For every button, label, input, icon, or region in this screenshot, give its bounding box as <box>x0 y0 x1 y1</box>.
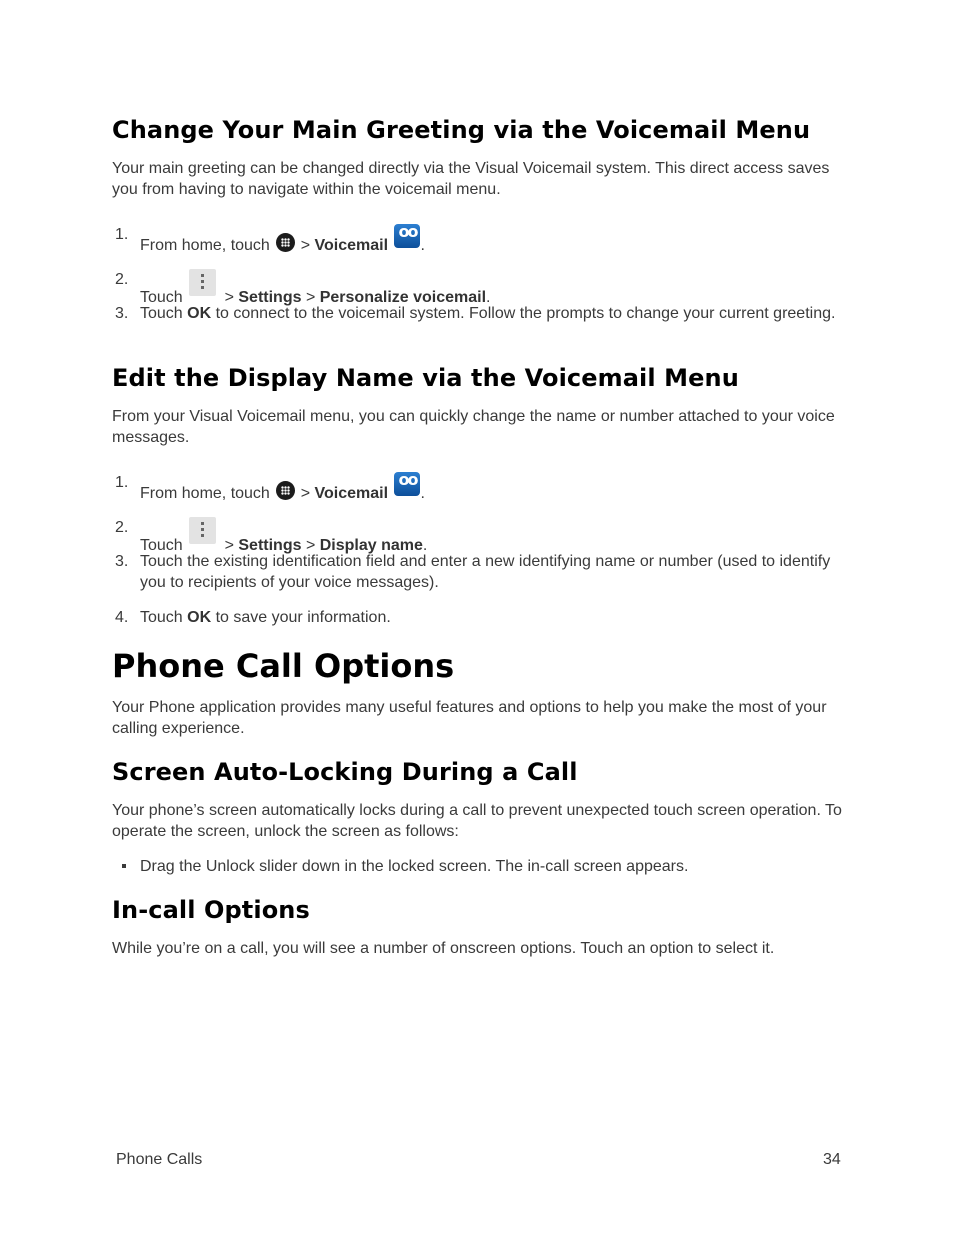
apps-icon <box>276 233 295 252</box>
step-text: Touch <box>140 609 188 626</box>
menu-icon <box>189 269 216 296</box>
step-bold: Personalize voicemail <box>319 289 487 306</box>
step-number: 1. <box>115 226 129 243</box>
step-text: Touch <box>140 537 188 554</box>
footer-page-number: 34 <box>823 1151 841 1168</box>
step-text: > <box>296 485 315 502</box>
step-bold: Settings <box>238 537 302 554</box>
step-bold: Settings <box>238 289 302 306</box>
step-number: 2. <box>115 271 129 288</box>
step-text: Touch the existing identification field and enter a new identifying name or number (used to identify you to recipients of your voice messages). <box>140 553 831 591</box>
section-heading-in-call-options: In-call Options <box>112 896 310 924</box>
step-text: > <box>301 537 320 554</box>
step-number: 2. <box>115 519 129 536</box>
voicemail-icon <box>394 224 420 248</box>
footer-section-name: Phone Calls <box>116 1151 203 1168</box>
step-text: Touch <box>140 289 188 306</box>
section-heading-edit-display-name: Edit the Display Name via the Voicemail Menu <box>112 364 739 392</box>
section-intro: Your main greeting can be changed directly via the Visual Voicemail system. This direct access saves you from having to navigate within the voicemail menu. <box>112 160 830 198</box>
bullet-marker <box>122 864 126 868</box>
step-text: From home, touch <box>140 237 275 254</box>
step-text: to save your information. <box>211 609 391 626</box>
step-text: > <box>296 237 315 254</box>
step-text: From home, touch <box>140 485 275 502</box>
section-intro: Your Phone application provides many useful features and options to help you make the most of your calling experience. <box>112 699 827 737</box>
step-number: 3. <box>115 553 129 570</box>
step-text: > <box>301 289 320 306</box>
section-intro: From your Visual Voicemail menu, you can quickly change the name or number attached to your voice messages. <box>112 408 835 446</box>
bullet-text: Drag the Unlock slider down in the locked screen. The in-call screen appears. <box>140 858 689 875</box>
step-bold: OK <box>187 305 212 322</box>
step-bold: Voicemail <box>314 237 389 254</box>
step-bold: OK <box>187 609 212 626</box>
step-number: 3. <box>115 305 129 322</box>
step-number: 1. <box>115 474 129 491</box>
step-text: > <box>220 537 239 554</box>
menu-icon <box>189 517 216 544</box>
step-text: . <box>420 485 425 502</box>
step-text: . <box>420 237 425 254</box>
page-title: Phone Call Options <box>112 647 455 685</box>
step-bold: Voicemail <box>314 485 389 502</box>
step-text: > <box>220 289 239 306</box>
section-intro: Your phone’s screen automatically locks during a call to prevent unexpected touch screen operation. To operate the screen, unlock the screen as follows: <box>112 802 842 840</box>
step-text: . <box>422 537 428 554</box>
section-intro: While you’re on a call, you will see a number of onscreen options. Touch an option to select it. <box>112 940 775 957</box>
step-text: . <box>486 289 491 306</box>
section-heading-screen-auto-locking: Screen Auto-Locking During a Call <box>112 758 578 786</box>
apps-icon <box>276 481 295 500</box>
voicemail-icon <box>394 472 420 496</box>
step-number: 4. <box>115 609 129 626</box>
step-text: Touch <box>140 305 188 322</box>
section-heading-change-greeting: Change Your Main Greeting via the Voicemail Menu <box>112 116 811 144</box>
step-text: to connect to the voicemail system. Follow the prompts to change your current greeting. <box>211 305 836 322</box>
step-bold: Display name <box>319 537 423 554</box>
